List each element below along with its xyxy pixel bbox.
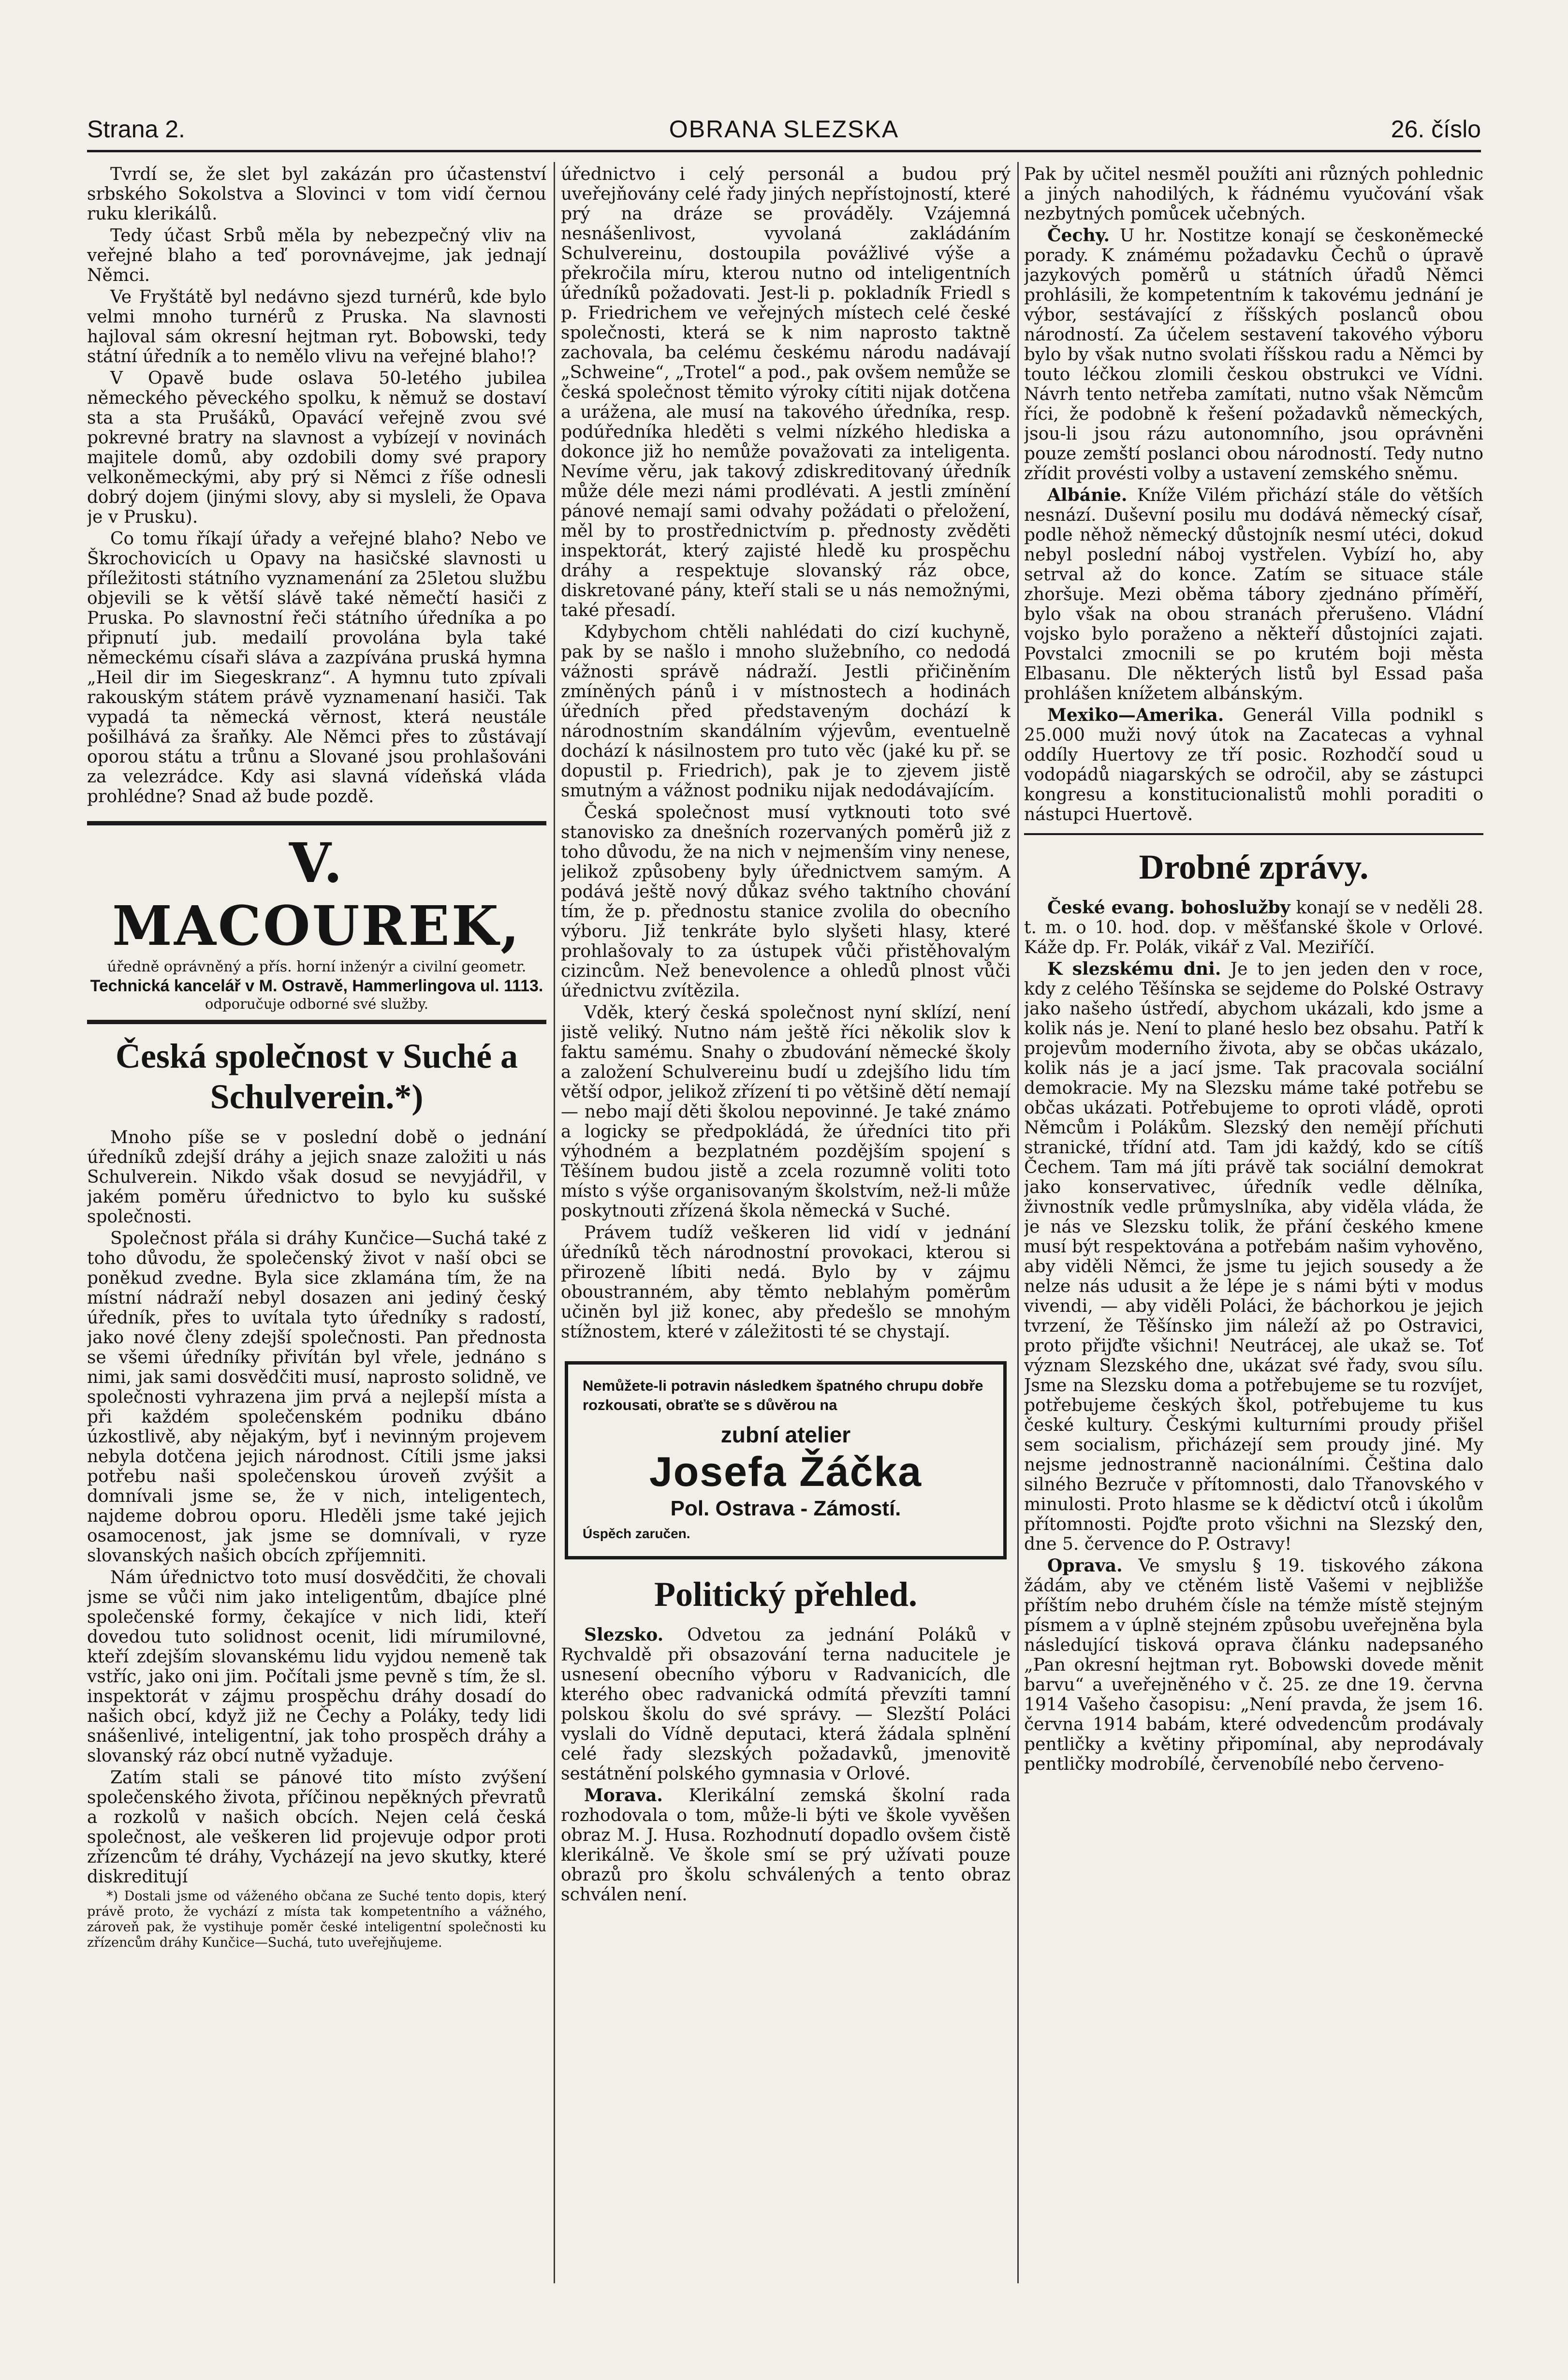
region-label: Mexiko—Amerika. <box>1047 705 1224 725</box>
ad-line: odporučuje odborné své služby. <box>205 996 428 1012</box>
column-2 <box>561 164 1011 2283</box>
paragraph <box>1024 226 1483 484</box>
page-header <box>87 115 1481 149</box>
region-label: Slezsko. <box>584 1625 664 1645</box>
region-text: Odvetou za jednání Poláků v Rychvaldě při obsazování terna naducitele je usnesení obecního výboru v Radvanicích, dle kterého obec radvanická odmítá převzíti tamní polskou školu do své správy. — Slezští Poláci vyslali do Vídně deputaci, která žádala splnění celé řady slezských požadavků, jmenovitě sestátnění polského gymnasia v Orlové. <box>561 1625 1011 1784</box>
ad-address: Pol. Ostrava - Zámostí. <box>670 1497 901 1520</box>
paragraph <box>1024 898 1483 957</box>
news-label: Oprava. <box>1047 1556 1123 1576</box>
paragraph <box>561 1625 1011 1784</box>
paragraph: Co tomu říkají úřady a veřejné blaho? Nebo ve Škrochovicích u Opavy na hasičské slavnosti u příležitosti státního vyznamenání za 25letou službu objevili se k větší slávě také němečtí hasiči z Pruska. Po slavnostní řeči státního úředníka a po připnutí jub. medailí provolána byla také německému císaři sláva a zazpívána pruská hymna „Heil dir im Siegeskranz“. A hymnu tuto zpívali rakouským státem právě vyznamenaní hasiči. Tak vypadá ta německá věrnost, která neustále pošilhává za šraňky. Ale Němci přes to zůstávají oporou státu a trůnu a Slované jsou prohlašováni za velezrádce. Kdy asi slavná vídeňská vláda prohlédne? Snad až bude pozdě. <box>87 529 546 807</box>
newspaper-title: OBRANA SLEZSKA <box>669 116 899 143</box>
region-text: Generál Villa podnikl s 25.000 muži nový útok na Zacatecas a vyhnal oddíly Huertovy ze tří posic. Rozhodčí soud u vodopádů niagarských se odročil, aby se zástupci kongresu a konstitucionalistů mohli poraditi o nástupci Huertově. <box>1024 705 1483 824</box>
paragraph: V Opavě bude oslava 50-letého jubilea německého pěveckého spolku, k němuž se dostaví sta a sta Prušáků, Opavácí veřejně zvou své pokrevné bratry na slavnost a vybízejí v novinách majitele domů, aby ozdobili domy své prapory velkoněmeckými, aby prý si Němci z říše odnesli dobrý dojem (jinými slovy, aby si mysleli, že Opava je v Prusku). <box>87 368 546 527</box>
page-number: Strana 2. <box>87 116 185 143</box>
macourek-advertisement <box>87 821 546 1024</box>
section-title: Politický přehled. <box>654 1575 917 1614</box>
paragraph: Vděk, který česká společnost nyní sklízí, není jistě veliký. Nutno nám ještě říci několik slov k faktu samému. Snahy o zbudování německé školy a založení Schulvereinu budí u zdejšího lidu tím větší odpor, jelikož zřízení ti po většině dětí nemají — nebo mají děti školou nepovinné. Je také známo a logicky se předpokládá, že úředníci tito při výhodném a bezplatném pozdějším spojení s Těšínem budou jistě a zcela rozumně voliti toto místo s výše organisovaným školstvím, než-li může poskytnouti zřízená škola německá v Suché. <box>561 1003 1011 1221</box>
column-divider <box>1017 162 1019 2283</box>
ad-text: Nemůžete-li potravin následkem špatného chrupu dobře rozkousati, obraťte se s důvěrou na <box>583 1377 983 1413</box>
paragraph: Pak by učitel nesměl použíti ani různých pohlednic a jiných nahodilých, k řádnému vyučování však nezbytných pomůcek učebných. <box>1024 164 1483 224</box>
paragraph: Tedy účast Srbů měla by nebezpečný vliv na veřejné blaho a teď porovnávejme, jak jednají Němci. <box>87 226 546 285</box>
paragraph: Zatím stali se pánové tito místo zvýšení společenského života, příčinou nepěkných převratů a rozkolů v našich obcích. Nejen celá česká společnost, ale veškeren lid projevuje odpor proti zřízencům té dráhy, Vycházejí na jevo skutky, které diskreditují <box>87 1768 546 1887</box>
news-label: K slezskému dni. <box>1047 959 1221 979</box>
paragraph <box>1024 959 1483 1554</box>
ad-name: Josefa Žáčka <box>649 1449 923 1495</box>
paragraph: Ve Fryštátě byl nedávno sjezd turnérů, kde bylo velmi mnoho turnérů z Pruska. Na slavnosti hajloval sám okresní hejtman ryt. Bobowski, tedy státní úředník a to nemělo vlivu na veřejné blaho!? <box>87 287 546 367</box>
paragraph: Mnoho píše se v poslední době o jednání úředníků zdejší dráhy a jejich snaze založiti u nás Schulverein. Nikdo však dosud se nevyjádřil, v jakém poměru úřednictvo to bylo ku sušské společnosti. <box>87 1128 546 1227</box>
region-text: Klerikální zemská školní rada rozhodovala o tom, může-li býti ve škole vyvěšen obraz M. J. Husa. Rozhodnutí dopadlo ovšem čistě klerikálně. Ve škole smí se prý užívati pouze obrazů pro školu schválených a tento obraz schválen není. <box>561 1786 1011 1905</box>
region-label: Albánie. <box>1047 485 1128 505</box>
paragraph: Právem tudíž veškeren lid vidí v jednání úředníků těch národnostní provokaci, kterou si přirozeně líbiti nedá. Bylo by v zájmu oboustranném, aby těmto neblahým poměrům učiněn byl již konec, aby předešlo se mnohým stížnostem, které v záležitosti té se chystají. <box>561 1223 1011 1342</box>
column-divider <box>554 162 555 2283</box>
section-rule <box>1024 833 1483 835</box>
ad-text: zubní atelier <box>720 1422 851 1447</box>
paragraph: Nám úřednictvo toto musí dosvědčiti, že chovali jsme se vůči nim jako inteligentům, dbajíce plné společenské formy, čekajíce v nich lidi, kteří dovedou tuto solidnost ocenit, lidi mírumilovné, kteří zdejším slovanskému lidu vyjdou nemeně tak vstříc, jako oni jim. Počítali jsme pevně s tím, že sl. inspektorát v zájmu prospěchu dráhy dosadí do našich obcí, když již ne Čechy a Poláky, tedy lidi snášenlivé, inteligentní, jak toho prospěch dráhy a slovanský ráz obcí nutně vyžaduje. <box>87 1568 546 1766</box>
column-1 <box>87 164 546 2283</box>
region-text: U hr. Nostitze konají se českoněmecké porady. K známému požadavku Čechů o úpravě jazykových poměrů u státních úřadů Němci prohlásili, že kompetentním k takovému jednání je výbor, sestávající z říšských poslanců obou národností. Za účelem sestavení takového výboru bylo by však nutno svolati říšskou radu a Němci by touto léčkou zlomili českou obstrukci ve Vídni. Návrh tento netřeba zamítati, nutno však Němcům říci, že podobně k řešení požadavků německých, jsou-li jsou rázu autonomního, jsou oprávněni pouze zemští poslanci obou národností. Tedy nutno zřídit provésti volby a ustavení zemského sněmu. <box>1024 226 1483 484</box>
header-rule <box>87 150 1481 152</box>
dentist-advertisement <box>565 1361 1007 1559</box>
paragraph <box>561 1786 1011 1905</box>
paragraph <box>1024 485 1483 704</box>
news-text: Je to jen jeden den v roce, kdy z celého Těšínska se sejdeme do Polské Ostravy jako našeho ústředí, abychom ukázali, kdo jsme a kolik nás je. Není to plané heslo bez obsahu. Patří k projevům moderního života, aby se občas ukázalo, kolik nás je a jací jsme. Tak pracovala sociální demokracie. My na Slezsku máme také potřebu se občas ukázati. Potřebujeme to oproti vládě, oproti Němcům i Polákům. Slezský den nemějí příchuti stranické, třídní atd. Tam jdi každý, kdo se cítíš Čechem. Tam má jíti právě tak sociální demokrat jako konservativec, úředník vedle dělníka, živnostník vedle průmyslníka, aby viděla vláda, že je nás ve Slezsku tolik, že přání českého kmene musí být respektována a potřebám našim vyhověno, aby viděli Němci, že jsme tu jejich sousedy a že nelze nás udusit a že lépe je s námi býti v modus vivendi, — aby viděli Poláci, že báchorkou je jejich tvrzení, že Těšínsko jim náleží až po Ostravici, proto přijďte všichni! Neutrácej, ale ukaž se. Toť význam Slezského dne, ukázat své řady, svou sílu. Jsme na Slezsku doma a potřebujeme se tu rozvíjet, potřebujeme českých škol, potřebujeme tu kus české kultury. Českými kulturními proudy přišel sem socialism, přicházejí sem proudy jiné. My nejsme jednostranně nacionálními. Čeština dalo silného Bezruče v přítomnosti, dalo Třanovského v minulosti. Proto hlasme se k dědictví otců i úkolům přítomnosti. Pojďte proto všichni na Slezský den, dne 5. července do P. Ostravy! <box>1024 959 1483 1554</box>
footnote: *) Dostali jsme od váženého občana ze Suché tento dopis, který právě proto, že vychází z místa tak kompetentního a vážného, zároveň pak, že vystihuje poměr české inteligentní společnosti ku zřízencům dráhy Kunčice—Suchá, tuto uveřejňujeme. <box>87 1889 546 1950</box>
region-label: Morava. <box>584 1785 663 1806</box>
ad-name: V. MACOUREK, <box>112 832 522 958</box>
news-text: Ve smyslu § 19. tiskového zákona žádám, aby ve ctěném listě Vašemi v nejbližše příštím nebo druhém čísle na témže místě stejným písmem a v úplně stejném způsobu uveřejněna byla následující tisková oprava článku nadepsaného „Pan okresní hejtman ryt. Bobowski dovede měnit barvu“ a uveřejněného v č. 25. ze dne 19. června 1914 Vašeho časopisu: „Není pravda, že jsem 16. června 1914 babám, které odvedencům prodávaly pentličky a květiny připomínal, aby neprodávaly pentličky modrobílé, červenobílé nebo červeno- <box>1024 1556 1483 1774</box>
column-3 <box>1024 164 1483 2283</box>
section-title: Drobné zprávy. <box>1139 848 1369 886</box>
article-title: Česká společnost v Suché a Schulverein.*) <box>115 1037 518 1116</box>
paragraph <box>1024 705 1483 824</box>
paragraph: Kdybychom chtěli nahlédati do cizí kuchyně, pak by se našlo i mnoho služebního, co nedodá vážnosti správě nádraží. Jestli přičiněním zmíněných pánů i v místnostech a hodinách úředních před představeným dochází k národnostním skandálním výjevům, eventuelně dochází k násilnostem pro tuto věc (jaké ku př. se dopustil p. Friedrich), pak je to zjevem jistě smutným a vážnost podniku nijak nedodávajícím. <box>561 622 1011 801</box>
ad-text: Úspěch zaručen. <box>583 1526 690 1541</box>
news-label: České evang. bohoslužby <box>1047 897 1290 918</box>
ad-line: úředně oprávněný a přís. horní inženýr a civilní geometr. <box>107 958 527 975</box>
paragraph: Česká společnost musí vytknouti toto své stanovisko za dnešních rozervaných poměrů již z toho důvodu, že na nich v nejmenším viny nenese, jelikož způsobeny byly úřednictvem samým. A podává ještě nový důkaz svého taktního chování tím, že p. přednostu stanice zvolila do obecního výboru. Již tenkráte bylo slyšeti hlasy, které prohlašovaly to za ústupek vůči přistěhovalým cizincům. Než benevolence a ohledů plnost vůči úřednictvu zvítězila. <box>561 803 1011 1001</box>
news-text: konají se v neděli 28. t. m. o 10. hod. dop. v měšťanské škole v Orlové. Káže dp. Fr. Polák, vikář z Val. Meziříčí. <box>1024 898 1483 957</box>
ad-line: Technická kancelář v M. Ostravě, Hammerlingova ul. 1113. <box>90 977 543 995</box>
region-text: Kníže Vilém přichází stále do větších nesnází. Duševní posilu mu dodává německý císař, podle něhož německý důstojník nesmí utéci, dokud nebyl poslední náboj vystřelen. Vybízí ho, aby setrval až do konce. Zatím se situace stále zhoršuje. Mezi oběma tábory zjednáno příměří, bylo však na obou stranách přerušeno. Vládní vojsko bylo poraženo a někteří důstojníci zajati. Povstalci zmocnili se po krutém boji města Elbasanu. Dle některých listů byl Essad paša prohlášen knížetem albánským. <box>1024 485 1483 704</box>
paragraph <box>1024 1556 1483 1774</box>
issue-number: 26. číslo <box>1391 116 1481 143</box>
paragraph: úřednictvo i celý personál a budou prý uveřejňovány celé řady jiných nepřístojností, které prý na dráze se prováděly. Vzájemná nesnášenlivost, vyvolaná zakládáním Schulvereinu, dostoupila povážlivé výše a překročila míru, kterou nutno od inteligentních úředníků požadovati. Jest-li p. pokladník Friedl s p. Friedrichem ve veřejných místech celé české společnosti, která se k nim naprosto taktně zachovala, ba celému českému národu nadávají „Schweine“, „Trotel“ a pod., pak ovšem nemůže se česká společnost těmito výroky cítiti nijak dotčena a urážena, ale musí na takového úředníka, resp. podúředníka hleděti s velmi nízkého hlediska a dokonce již ho nemůže považovati za inteligenta. Nevíme věru, jak takový zdiskreditovaný úředník může déle mezi námi prodlévati. A jestli zmínění pánové nemají sami odvahy požádati o přeložení, měl by to prostřednictvím p. přednosty zvěděti inspektorát, který zajisté hledě ku prospěchu dráhy a respektuje slovanský ráz obce, diskretované pány, kteří stali se u nás nemožnými, také přesadí. <box>561 164 1011 620</box>
paragraph: Společnost přála si dráhy Kunčice—Suchá také z toho důvodu, že společenský život v naší obci se poněkud zvedne. Byla sice zklamána tím, že na místní nádraží nebyl dosazen ani jediný český úředník, přes to uvítala tyto úředníky s radostí, jako nové členy zdejší společnosti. Pan přednosta se všemi úředníky přivítán byl vřele, jednáno s nimi, jak sami dosvědčiti musí, naprosto solidně, ve společnosti vyhrazena jim prvá a nejlepší místa a při každém společenském podniku dbáno úzkostlivě, aby nějakým, byť i nevinným projevem nebyla dotčena jejich národnost. Cítili jsme jaksi potřebu naši společenskou úroveň zvýšit a domnívali jsme se, že v nich, inteligentech, najdeme dobrou oporu. Hleděli jsme také jejich osamocenost, jak jsme se domnívali, v ryze slovanských našich obcích zpříjemniti. <box>87 1229 546 1566</box>
region-label: Čechy. <box>1047 225 1110 246</box>
paragraph: Tvrdí se, že slet byl zakázán pro účastenství srbského Sokolstva a Slovinci v tom vidí černou ruku klerikálů. <box>87 164 546 224</box>
